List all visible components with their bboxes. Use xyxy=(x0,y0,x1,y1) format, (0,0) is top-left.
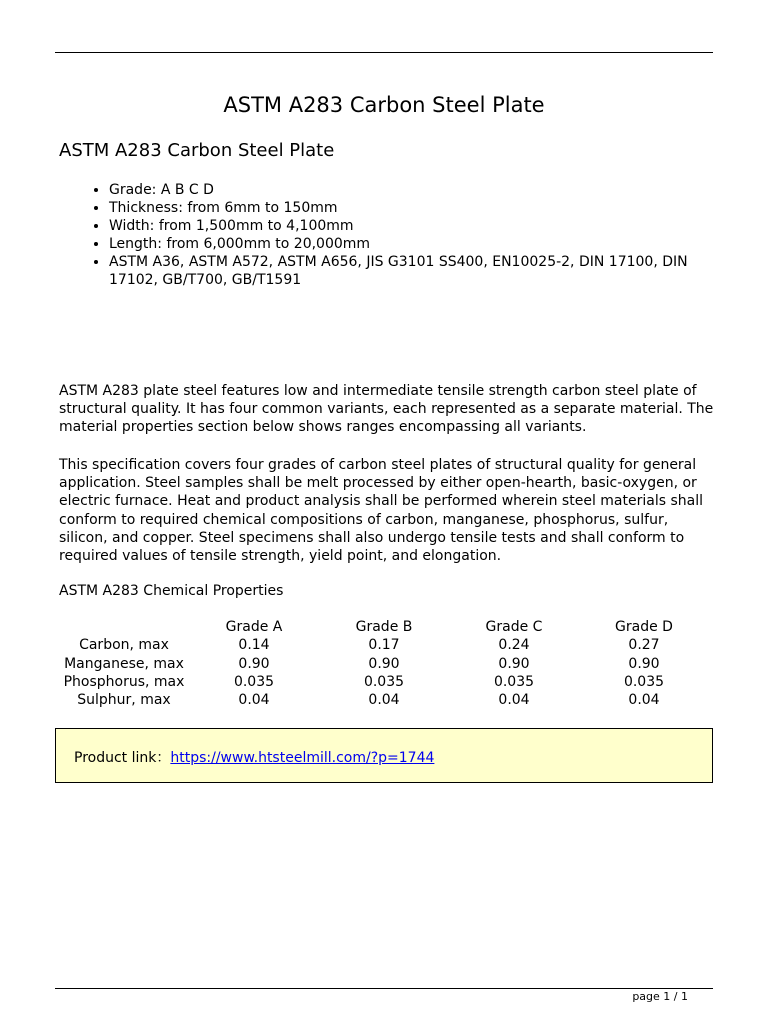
product-link-label: Product link： xyxy=(74,750,171,766)
header-cell: Grade A xyxy=(225,619,283,635)
table-row xyxy=(59,636,709,654)
list-item: • Thickness: from 6mm to 150mm xyxy=(109,199,709,217)
product-link[interactable]: https://www.htsteelmill.com/?p=1744 xyxy=(170,750,435,766)
table-cell: 0.14 xyxy=(238,637,270,654)
product-link-line xyxy=(74,747,434,767)
table-header-row xyxy=(59,618,709,636)
header-cell-empty xyxy=(59,618,189,636)
chemical-table xyxy=(59,618,709,709)
page-title: ASTM A283 Carbon Steel Plate xyxy=(223,93,545,117)
row-label: Manganese, max xyxy=(64,655,184,672)
table-cell: 0.035 xyxy=(363,673,405,690)
spec-paragraph: This specification covers four grades of carbon steel plates of structural quality for general application. Steel samples shall be melt processed by either open-hearth, basic-oxygen, or electric furnace. Heat and product analysis shall be performed wherein steel materials shall conform to required chemical compositions of carbon, manganese, phosphorus, sulfur, silicon, and copper. Steel specimens shall also undergo tensile tests and shall conform to required values of tensile strength, yield point, and elongation. xyxy=(59,457,703,565)
list-item: • Length: from 6,000mm to 20,000mm xyxy=(109,235,709,253)
table-cell: 0.04 xyxy=(498,692,530,709)
page-number: page 1 / 1 xyxy=(632,990,688,1003)
header-cell: Grade C xyxy=(485,619,543,635)
row-label: Phosphorus, max xyxy=(63,673,185,690)
bottom-divider xyxy=(55,988,713,989)
table-cell: 0.035 xyxy=(623,673,665,690)
header-cell: Grade D xyxy=(615,619,673,635)
chemical-heading: ASTM A283 Chemical Properties xyxy=(59,583,284,599)
section-heading: ASTM A283 Carbon Steel Plate xyxy=(59,140,335,161)
table-cell: 0.90 xyxy=(628,655,660,672)
row-label: Sulphur, max xyxy=(77,692,171,709)
table-cell: 0.90 xyxy=(498,655,530,672)
list-item: • ASTM A36, ASTM A572, ASTM A656, JIS G3101 SS400, EN10025-2, DIN 17100, DIN 17102, GB/T700, GB/T1591 xyxy=(109,253,709,289)
spec-list xyxy=(91,181,709,289)
table-cell: 0.04 xyxy=(238,692,270,709)
list-item: • Grade: A B C D xyxy=(109,181,709,199)
table-cell: 0.90 xyxy=(368,655,400,672)
row-label: Carbon, max xyxy=(79,637,169,654)
header-cell: Grade B xyxy=(355,619,413,635)
table-row xyxy=(59,691,709,709)
top-divider xyxy=(55,52,713,53)
table-cell: 0.04 xyxy=(368,692,400,709)
table-row xyxy=(59,655,709,673)
table-cell: 0.27 xyxy=(628,637,660,654)
table-row xyxy=(59,673,709,691)
list-item: • Width: from 1,500mm to 4,100mm xyxy=(109,217,709,235)
table-cell: 0.035 xyxy=(493,673,535,690)
table-cell: 0.04 xyxy=(628,692,660,709)
table-cell: 0.24 xyxy=(498,637,530,654)
product-link-box xyxy=(55,728,713,783)
table-cell: 0.90 xyxy=(238,655,270,672)
intro-paragraph: ASTM A283 plate steel features low and intermediate tensile strength carbon steel plate of structural quality. It has four common variants, each represented as a separate material. The material properties section below shows ranges encompassing all variants. xyxy=(59,383,714,436)
table-cell: 0.035 xyxy=(233,673,275,690)
table-cell: 0.17 xyxy=(368,637,400,654)
